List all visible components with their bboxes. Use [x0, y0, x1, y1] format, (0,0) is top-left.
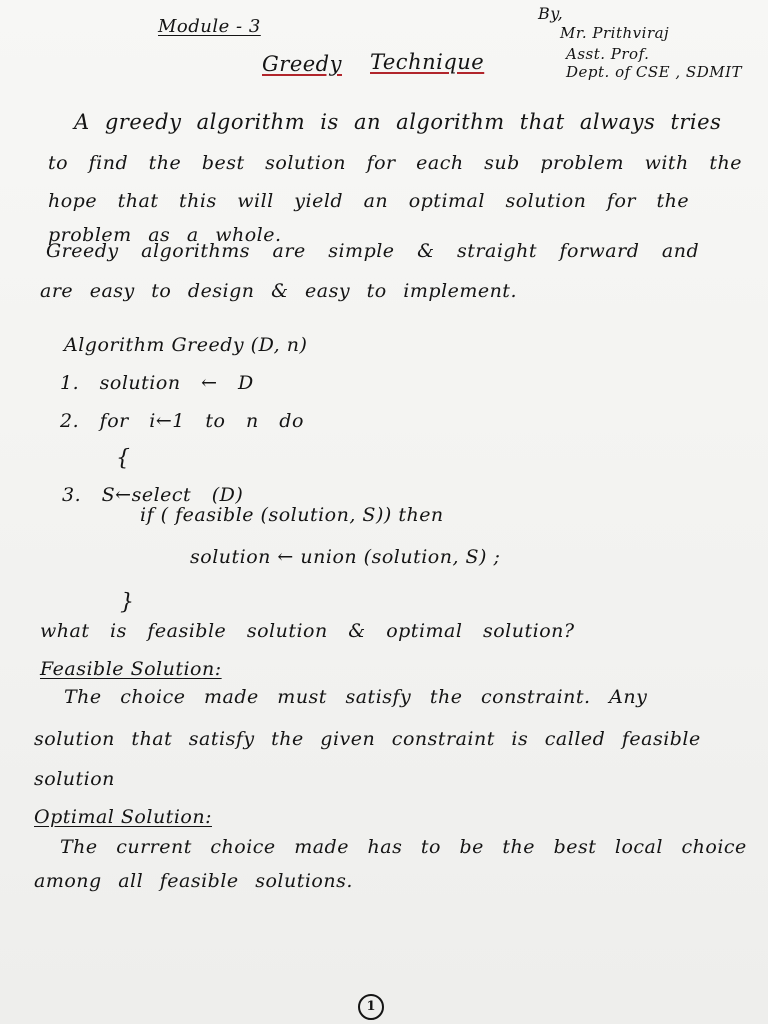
- algorithm-step: 1. solution ← D: [60, 372, 254, 394]
- optimal-solution-line: among all feasible solutions.: [34, 870, 353, 892]
- feasible-solution-line: solution: [34, 768, 115, 790]
- author-department: Dept. of CSE , SDMIT: [566, 63, 743, 81]
- optimal-solution-line: The current choice made has to be the best local choice: [60, 836, 747, 858]
- definition-line: A greedy algorithm is an algorithm that always tries: [74, 110, 722, 134]
- algorithm-heading: Algorithm Greedy (D, n): [64, 334, 308, 356]
- page-number: 1: [358, 994, 384, 1020]
- algorithm-step: 2. for i←1 to n do: [60, 410, 304, 432]
- definition-line: hope that this will yield an optimal solution for the: [48, 190, 690, 212]
- feasible-solution-line: solution that satisfy the given constraint is called feasible: [34, 728, 701, 750]
- author-name: Mr. Prithviraj: [560, 24, 670, 42]
- simplicity-line: Greedy algorithms are simple & straight forward and: [46, 240, 700, 262]
- feasible-solution-heading: Feasible Solution:: [40, 658, 222, 680]
- optimal-solution-heading: Optimal Solution:: [34, 806, 212, 828]
- brace-open: {: [116, 446, 131, 471]
- simplicity-line: are easy to design & easy to implement.: [40, 280, 517, 302]
- definition-line: problem as a whole.: [48, 224, 282, 246]
- feasible-solution-line: The choice made must satisfy the constraint. Any: [64, 686, 648, 708]
- algorithm-if-line: if ( feasible (solution, S)) then: [140, 504, 444, 526]
- algorithm-step: 3. S←select (D): [62, 484, 244, 506]
- question-line: what is feasible solution & optimal solution?: [40, 620, 575, 642]
- definition-line: to find the best solution for each sub problem with the: [48, 152, 742, 174]
- author-designation: Asst. Prof.: [566, 45, 650, 63]
- algorithm-union-line: solution ← union (solution, S) ;: [190, 546, 501, 568]
- page-title-technique: Technique: [370, 50, 485, 74]
- brace-close: }: [120, 590, 135, 615]
- page-title-greedy: Greedy: [262, 52, 342, 76]
- module-heading: Module - 3: [158, 16, 261, 37]
- author-by-label: By,: [538, 4, 564, 23]
